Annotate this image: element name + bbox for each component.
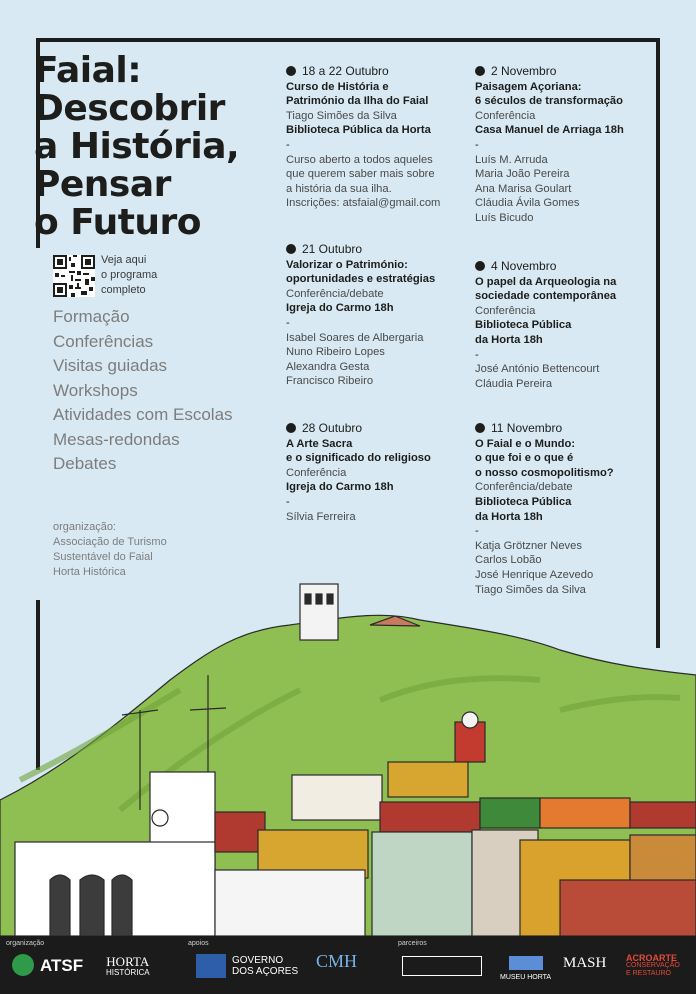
activity-item: Atividades com Escolas	[53, 405, 233, 424]
activities-list	[53, 305, 233, 477]
event-speaker: Carlos Lobão	[475, 554, 542, 567]
event-venue: Biblioteca Pública da Horta	[286, 124, 431, 137]
activity-item: Mesas-redondas	[53, 429, 180, 449]
activity-item: Debates	[53, 454, 117, 473]
flag-icon	[196, 954, 226, 978]
event-speaker: Francisco Ribeiro	[286, 375, 374, 388]
event-venue: Biblioteca Pública	[475, 495, 572, 508]
event-type: Conferência	[475, 304, 536, 317]
activity-item: Workshops	[53, 380, 138, 400]
activity-item: Formação	[53, 307, 130, 326]
atsf-circle-icon	[12, 954, 34, 976]
event-speaker: Katja Grötzner Neves	[475, 539, 582, 552]
event-description: Curso aberto a todos aqueles	[286, 153, 433, 166]
footer-label-organization: organização	[6, 940, 45, 947]
event-landscape: 2 Novembro Paisagem Açoriana: 6 séculos de transformação Conferência Casa Manuel de Arriaga 18h - Luís M. Arruda Maria João Pereira Ana Marisa Goulart Cláudia Ávila Gomes Luís Bicudo	[475, 64, 655, 226]
event-course: 18 a 22 Outubro Curso de História e Património da Ilha do Faial Tiago Simões da Silva Biblioteca Pública da Horta - Curso aberto a todos aqueles que querem saber mais sobre a história da sua ilha. Inscrições: atsfaial@gmail.com	[286, 64, 466, 211]
event-title: Paisagem Açoriana:	[475, 80, 582, 93]
governo-acores-logo[interactable]: GOVERNO DOS AÇORES	[196, 954, 298, 978]
cmh-logo[interactable]: CMH	[316, 951, 358, 971]
museu-horta-logo[interactable]: MUSEU HORTA	[500, 956, 551, 983]
event-title: o que foi e o que é	[475, 452, 574, 465]
bullet-dot-icon	[286, 423, 296, 433]
bullet-dot-icon	[475, 423, 485, 433]
qr-code-icon[interactable]	[53, 255, 95, 297]
event-date: 4 Novembro	[475, 259, 655, 274]
frame-right-line	[656, 38, 660, 648]
title-line: Faial:	[34, 50, 142, 91]
atsf-logo[interactable]: ATSF	[12, 954, 83, 976]
event-speaker: Tiago Simões da Silva	[475, 583, 586, 596]
qr-caption: Veja aqui o programa completo	[101, 254, 158, 296]
event-date: 28 Outubro	[286, 421, 466, 436]
event-title: A Arte Sacra	[286, 437, 353, 450]
event-speaker: Isabel Soares de Albergaria	[286, 331, 424, 344]
event-heritage: 21 Outubro Valorizar o Património: oportunidades e estratégias Conferência/debate Igreja do Carmo 18h - Isabel Soares de Albergaria Nuno Ribeiro Lopes Alexandra Gesta Francisco Ribeiro	[286, 242, 466, 389]
event-speaker: Cláudia Ávila Gomes	[475, 197, 580, 210]
event-speaker: Ana Marisa Goulart	[475, 182, 572, 195]
event-speaker: Cláudia Pereira	[475, 377, 553, 390]
event-title: Património da Ilha do Faial	[286, 95, 429, 108]
event-speaker: Maria João Pereira	[475, 168, 570, 181]
horta-town-illustration	[0, 580, 696, 936]
event-speaker: Tiago Simões da Silva	[286, 109, 397, 122]
event-speaker: José António Bettencourt	[475, 363, 600, 376]
event-speaker: Sílvia Ferreira	[286, 510, 356, 523]
event-title: o nosso cosmopolitismo?	[475, 466, 614, 479]
title-line: a História,	[34, 126, 240, 167]
event-speaker: Luís M. Arruda	[475, 153, 548, 166]
activity-item: Conferências	[53, 331, 154, 351]
event-title: sociedade contemporânea	[475, 290, 617, 303]
event-date: 11 Novembro	[475, 421, 655, 436]
footer-label-partners: parceiros	[398, 940, 427, 947]
bullet-dot-icon	[475, 66, 485, 76]
event-archaeology: 4 Novembro O papel da Arqueologia na sociedade contemporânea Conferência Biblioteca Pública da Horta 18h - José António Bettencourt Cláudia Pereira	[475, 259, 655, 391]
event-date: 2 Novembro	[475, 64, 655, 79]
event-title: O papel da Arqueologia na	[475, 275, 617, 288]
event-venue: da Horta 18h	[475, 333, 543, 346]
event-cosmopolitanism: 11 Novembro O Faial e o Mundo: o que foi e o que é o nosso cosmopolitismo? Conferência/debate Biblioteca Pública da Horta 18h - Katja Grötzner Neves Carlos Lobão José Henrique Azevedo Tiago Simões da Silva	[475, 421, 655, 597]
event-type: Conferência/debate	[286, 287, 384, 300]
event-title: O Faial e o Mundo:	[475, 437, 576, 450]
acroarte-logo[interactable]: ACROARTE CONSERVAÇÃO E RESTAURO	[626, 953, 680, 977]
event-description: que querem saber mais sobre	[286, 168, 435, 181]
event-venue: Igreja do Carmo 18h	[286, 481, 394, 494]
event-date: 21 Outubro	[286, 242, 466, 257]
event-type: Conferência/debate	[475, 481, 573, 494]
event-title: Curso de História e	[286, 80, 389, 93]
poster-title	[34, 52, 284, 242]
activity-item: Visitas guiadas	[53, 356, 168, 375]
event-title: oportunidades e estratégias	[286, 273, 436, 286]
event-venue: Igreja do Carmo 18h	[286, 302, 394, 315]
title-line: Descobrir	[34, 88, 225, 129]
biblioteca-logo[interactable]	[402, 956, 482, 976]
bullet-dot-icon	[475, 261, 485, 271]
event-sacred-art: 28 Outubro A Arte Sacra e o significado do religioso Conferência Igreja do Carmo 18h - Sílvia Ferreira	[286, 421, 466, 524]
museu-icon	[509, 956, 543, 970]
horta-historica-logo[interactable]: HORTA HISTÓRICA	[106, 954, 150, 977]
event-email-link[interactable]: Inscrições: atsfaial@gmail.com	[286, 197, 441, 210]
title-line: Pensar	[34, 164, 171, 205]
event-venue: Casa Manuel de Arriaga 18h	[475, 124, 624, 137]
event-speaker: Nuno Ribeiro Lopes	[286, 346, 385, 359]
event-venue: Biblioteca Pública	[475, 319, 572, 332]
organization-credits: organização: Associação de Turismo Sustentável do Faial Horta Histórica	[53, 521, 167, 578]
title-line: o Futuro	[34, 202, 202, 243]
event-date: 18 a 22 Outubro	[286, 64, 466, 79]
sponsor-footer	[0, 936, 696, 994]
event-type: Conferência	[286, 466, 347, 479]
footer-label-support: apoios	[188, 940, 209, 947]
event-speaker: José Henrique Azevedo	[475, 568, 594, 581]
frame-top-line	[36, 38, 660, 42]
event-venue: da Horta 18h	[475, 510, 543, 523]
event-speaker: Alexandra Gesta	[286, 360, 370, 373]
event-type: Conferência	[475, 109, 536, 122]
bullet-dot-icon	[286, 244, 296, 254]
bullet-dot-icon	[286, 66, 296, 76]
event-speaker: Luís Bicudo	[475, 211, 534, 224]
mash-logo[interactable]: MASH	[563, 955, 607, 971]
event-description: a história da sua ilha.	[286, 182, 392, 195]
event-title: e o significado do religioso	[286, 452, 431, 465]
event-title: Valorizar o Património:	[286, 258, 408, 271]
event-title: 6 séculos de transformação	[475, 95, 623, 108]
